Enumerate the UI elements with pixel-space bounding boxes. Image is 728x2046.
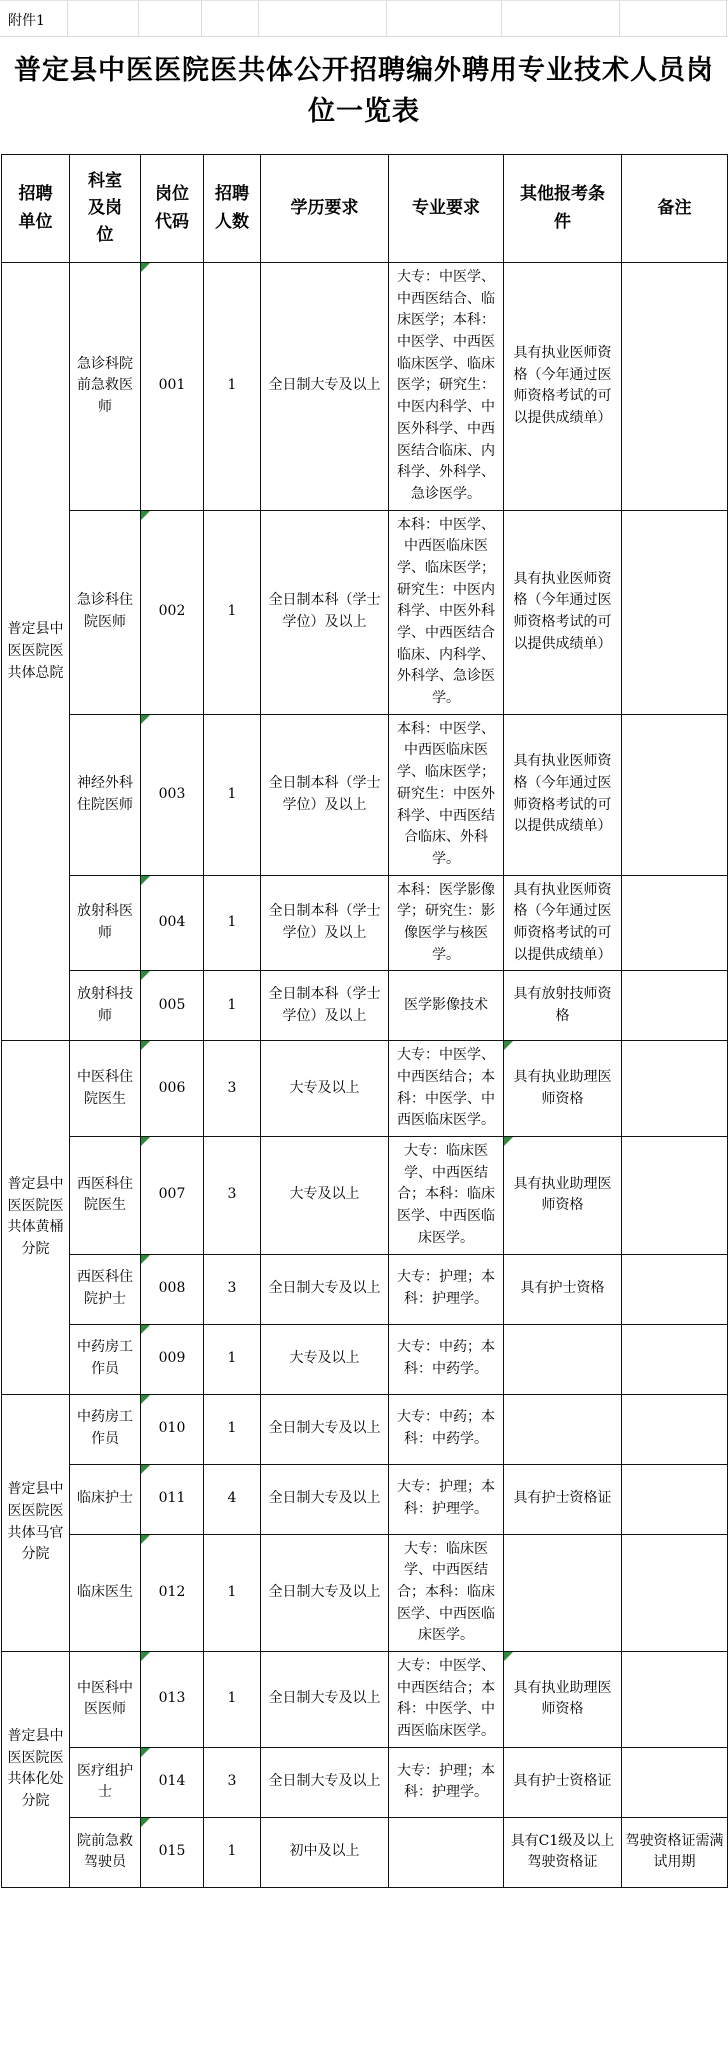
code-cell-text: 005	[158, 996, 186, 1013]
count-cell-text: 3	[227, 1186, 237, 1203]
grid-cell	[139, 1, 202, 36]
education-cell	[261, 1747, 389, 1817]
education-cell	[261, 1254, 389, 1324]
code-cell-text: 014	[158, 1773, 186, 1790]
other-conditions-cell	[504, 1324, 622, 1394]
other-conditions-cell	[504, 875, 622, 971]
grid-cell	[259, 1, 387, 36]
code-cell	[141, 1651, 204, 1747]
education-cell-text: 全日制本科（学士学位）及以上	[268, 592, 381, 631]
code-cell	[141, 971, 204, 1041]
column-header: 岗位代码	[141, 155, 204, 263]
note-cell	[622, 1464, 728, 1534]
post-cell	[70, 714, 141, 875]
other-conditions-cell-text: 具有放射技师资格	[513, 986, 612, 1024]
other-conditions-cell-text: 具有执业医师资格（今年通过医师资格考试的可以提供成绩单）	[513, 753, 612, 835]
other-conditions-cell	[504, 1254, 622, 1324]
other-conditions-cell	[504, 263, 622, 511]
code-cell	[141, 1817, 204, 1887]
education-cell-text: 大专及以上	[289, 1079, 360, 1096]
error-indicator-icon	[141, 971, 150, 980]
other-conditions-cell-text: 具有执业医师资格（今年通过医师资格考试的可以提供成绩单）	[513, 881, 612, 963]
education-cell-text: 全日制大专及以上	[268, 1583, 381, 1600]
other-conditions-cell	[504, 971, 622, 1041]
major-cell	[389, 1464, 504, 1534]
major-cell	[389, 1394, 504, 1464]
count-cell-text: 1	[227, 914, 237, 931]
post-cell	[70, 1324, 141, 1394]
major-cell-text: 本科：中医学、中西医临床医学、临床医学；研究生：中医内科学、中医外科学、中西医结合临床、内科学、外科学、急诊医学。	[397, 516, 495, 707]
code-cell	[141, 1324, 204, 1394]
column-header: 学历要求	[261, 155, 389, 263]
major-cell-text: 医学影像技术	[404, 996, 488, 1013]
education-cell-text: 全日制大专及以上	[268, 1280, 381, 1297]
other-conditions-cell-text: 具有执业助理医师资格	[513, 1679, 612, 1718]
note-cell	[622, 1817, 728, 1887]
education-cell-text: 初中及以上	[289, 1843, 360, 1860]
code-cell	[141, 1137, 204, 1254]
code-cell	[141, 263, 204, 511]
other-conditions-cell	[504, 1041, 622, 1137]
note-cell	[622, 971, 728, 1041]
education-cell	[261, 1651, 389, 1747]
education-cell-text: 大专及以上	[289, 1350, 360, 1367]
post-cell	[70, 1817, 141, 1887]
post-cell-text: 中药房工作员	[77, 1409, 133, 1447]
other-conditions-cell-text: 具有护士资格证	[513, 1773, 612, 1790]
other-conditions-cell-text: 具有护士资格	[520, 1280, 605, 1297]
post-cell-text: 急诊科院前急救医师	[77, 355, 133, 416]
major-cell	[389, 1747, 504, 1817]
education-cell-text: 全日制大专及以上	[268, 377, 381, 394]
post-cell-text: 急诊科住院医师	[77, 592, 133, 631]
education-cell-text: 全日制大专及以上	[268, 1773, 381, 1790]
other-conditions-cell-text: 具有执业医师资格（今年通过医师资格考试的可以提供成绩单）	[513, 344, 612, 426]
grid-cell	[387, 1, 502, 36]
major-cell	[389, 1324, 504, 1394]
education-cell	[261, 1324, 389, 1394]
post-cell-text: 中医科中医医师	[77, 1679, 133, 1718]
count-cell	[204, 510, 261, 714]
education-cell-text: 大专及以上	[289, 1186, 360, 1203]
count-cell-text: 3	[227, 1079, 237, 1096]
other-conditions-cell-text: 具有C1级及以上驾驶资格证	[510, 1832, 615, 1871]
code-cell-text: 004	[158, 914, 186, 931]
note-cell	[622, 1324, 728, 1394]
post-cell	[70, 1747, 141, 1817]
other-conditions-cell	[504, 1394, 622, 1464]
post-cell-text: 临床医生	[77, 1583, 133, 1600]
other-conditions-cell	[504, 1534, 622, 1651]
major-cell-text: 大专：中药；本科：中药学。	[397, 1339, 495, 1377]
column-header: 科室及岗位	[70, 155, 141, 263]
count-cell-text: 1	[227, 603, 237, 620]
major-cell-text: 大专：临床医学、中西医结合；本科：临床医学、中西医临床医学。	[397, 1540, 495, 1644]
table-row	[2, 1137, 728, 1254]
grid-cell	[502, 1, 620, 36]
note-cell	[622, 510, 728, 714]
error-indicator-icon	[141, 263, 150, 272]
error-indicator-icon	[141, 1325, 150, 1334]
count-cell-text: 1	[227, 1420, 237, 1437]
post-cell	[70, 263, 141, 511]
count-cell	[204, 1651, 261, 1747]
post-cell	[70, 1651, 141, 1747]
code-cell	[141, 1394, 204, 1464]
post-cell	[70, 510, 141, 714]
count-cell-text: 4	[227, 1490, 237, 1507]
education-cell	[261, 971, 389, 1041]
post-cell-text: 临床护士	[77, 1490, 133, 1507]
education-cell	[261, 263, 389, 511]
major-cell	[389, 263, 504, 511]
major-cell-text: 大专：中医学、中西医结合、临床医学；本科：中医学、中西医临床医学、临床医学；研究生：中医内科学、中医外科学、中西医结合临床、内科学、外科学、急诊医学。	[397, 269, 495, 502]
major-cell	[389, 510, 504, 714]
education-cell-text: 全日制大专及以上	[268, 1490, 381, 1507]
count-cell-text: 3	[227, 1773, 237, 1790]
education-cell	[261, 1464, 389, 1534]
note-cell-text: 驾驶资格证需满试用期	[625, 1832, 724, 1871]
unit-cell: 普定县中医医院医共体马官分院	[2, 1394, 70, 1651]
table-row	[2, 1324, 728, 1394]
code-cell	[141, 714, 204, 875]
major-cell	[389, 1534, 504, 1651]
count-cell-text: 1	[227, 1350, 237, 1367]
major-cell-text: 大专：护理；本科：护理学。	[397, 1762, 495, 1801]
count-cell	[204, 971, 261, 1041]
count-cell	[204, 1464, 261, 1534]
unit-cell: 普定县中医医院医共体化处分院	[2, 1651, 70, 1887]
other-conditions-cell	[504, 1137, 622, 1254]
note-cell	[622, 1041, 728, 1137]
note-cell	[622, 1137, 728, 1254]
column-header: 其他报考条件	[504, 155, 622, 263]
code-cell	[141, 875, 204, 971]
count-cell	[204, 1817, 261, 1887]
post-cell-text: 院前急救驾驶员	[77, 1832, 133, 1871]
other-conditions-cell	[504, 1817, 622, 1887]
major-cell-text: 大专：护理；本科：护理学。	[397, 1479, 495, 1517]
major-cell	[389, 1651, 504, 1747]
count-cell-text: 1	[227, 377, 237, 394]
code-cell	[141, 1534, 204, 1651]
count-cell	[204, 1324, 261, 1394]
page-title: 普定县中医医院医共体公开招聘编外聘用专业技术人员岗位一览表	[14, 55, 714, 127]
column-header: 招聘人数	[204, 155, 261, 263]
grid-cell	[620, 1, 727, 36]
education-cell-text: 全日制本科（学士学位）及以上	[268, 986, 381, 1024]
error-indicator-icon	[141, 715, 150, 724]
major-cell	[389, 971, 504, 1041]
major-cell	[389, 1254, 504, 1324]
attachment-label: 附件1	[0, 1, 68, 36]
post-cell	[70, 1394, 141, 1464]
code-cell-text: 015	[158, 1843, 186, 1860]
count-cell-text: 3	[227, 1280, 237, 1297]
post-cell-text: 放射科技师	[77, 986, 133, 1024]
note-cell	[622, 1394, 728, 1464]
table-row	[2, 263, 728, 511]
code-cell	[141, 1464, 204, 1534]
error-indicator-icon	[141, 1041, 150, 1050]
other-conditions-cell	[504, 714, 622, 875]
count-cell-text: 1	[227, 785, 237, 802]
education-cell	[261, 1394, 389, 1464]
error-indicator-icon	[141, 1652, 150, 1661]
error-indicator-icon	[141, 1137, 150, 1146]
count-cell	[204, 1394, 261, 1464]
code-cell-text: 011	[158, 1490, 186, 1507]
major-cell-text: 大专：临床医学、中西医结合；本科：临床医学、中西医临床医学。	[397, 1143, 495, 1246]
count-cell	[204, 875, 261, 971]
post-cell	[70, 1254, 141, 1324]
code-cell-text: 013	[158, 1690, 186, 1707]
post-cell	[70, 1041, 141, 1137]
table-row	[2, 971, 728, 1041]
code-cell-text: 001	[158, 377, 186, 394]
table-row	[2, 1464, 728, 1534]
major-cell	[389, 714, 504, 875]
header-row	[2, 155, 728, 263]
count-cell	[204, 263, 261, 511]
other-conditions-cell	[504, 1651, 622, 1747]
post-cell-text: 中医科住院医生	[77, 1069, 133, 1107]
error-indicator-icon	[141, 1395, 150, 1404]
count-cell-text: 1	[227, 1843, 237, 1860]
post-cell	[70, 875, 141, 971]
table-row	[2, 1254, 728, 1324]
count-cell-text: 1	[227, 1690, 237, 1707]
code-cell-text: 003	[158, 785, 186, 802]
post-cell-text: 西医科住院护士	[77, 1269, 133, 1307]
error-indicator-icon	[141, 1535, 150, 1544]
count-cell	[204, 714, 261, 875]
note-cell	[622, 1747, 728, 1817]
education-cell	[261, 1137, 389, 1254]
table-row	[2, 1817, 728, 1887]
other-conditions-cell-text: 具有执业医师资格（今年通过医师资格考试的可以提供成绩单）	[513, 570, 612, 652]
table-row	[2, 1747, 728, 1817]
column-header: 招聘单位	[2, 155, 70, 263]
post-cell	[70, 1137, 141, 1254]
code-cell	[141, 510, 204, 714]
error-indicator-icon	[504, 1652, 513, 1661]
major-cell-text: 本科：中医学、中西医临床医学、临床医学；研究生：中医外科学、中西医结合临床、外科学。	[397, 720, 495, 867]
code-cell	[141, 1747, 204, 1817]
major-cell	[389, 875, 504, 971]
code-cell-text: 006	[158, 1079, 186, 1096]
grid-cell	[68, 1, 139, 36]
education-cell-text: 全日制本科（学士学位）及以上	[268, 774, 381, 813]
unit-cell: 普定县中医医院医共体黄桶分院	[2, 1041, 70, 1394]
post-cell-text: 医疗组护士	[77, 1762, 133, 1801]
error-indicator-icon	[141, 1818, 150, 1827]
other-conditions-cell	[504, 1747, 622, 1817]
note-cell	[622, 875, 728, 971]
error-indicator-icon	[141, 1465, 150, 1474]
education-cell-text: 全日制本科（学士学位）及以上	[268, 903, 381, 941]
note-cell	[622, 263, 728, 511]
post-cell	[70, 1464, 141, 1534]
count-cell-text: 1	[227, 996, 237, 1013]
note-cell	[622, 1254, 728, 1324]
post-cell	[70, 971, 141, 1041]
major-cell-text: 大专：中医学、中西医结合；本科：中医学、中西医临床医学。	[397, 1047, 495, 1129]
other-conditions-cell-text: 具有执业助理医师资格	[513, 1069, 612, 1107]
table-row	[2, 714, 728, 875]
error-indicator-icon	[141, 876, 150, 885]
major-cell-text: 本科：医学影像学；研究生：影像医学与核医学。	[397, 881, 495, 963]
major-cell	[389, 1817, 504, 1887]
count-cell	[204, 1254, 261, 1324]
count-cell-text: 1	[227, 1583, 237, 1600]
table-row	[2, 875, 728, 971]
error-indicator-icon	[504, 1041, 513, 1050]
major-cell-text: 大专：中医学、中西医结合；本科：中医学、中西医临床医学。	[397, 1657, 495, 1739]
education-cell-text: 全日制大专及以上	[268, 1690, 381, 1707]
post-cell-text: 神经外科住院医师	[77, 774, 133, 813]
post-cell	[70, 1534, 141, 1651]
unit-cell: 普定县中医医院医共体总院	[2, 263, 70, 1041]
education-cell	[261, 1041, 389, 1137]
code-cell-text: 010	[158, 1420, 186, 1437]
post-cell-text: 西医科住院医生	[77, 1175, 133, 1214]
grid-cell	[202, 1, 259, 36]
major-cell-text: 大专：护理；本科：护理学。	[397, 1269, 495, 1307]
count-cell	[204, 1137, 261, 1254]
other-conditions-cell	[504, 1464, 622, 1534]
education-cell	[261, 1817, 389, 1887]
education-cell	[261, 714, 389, 875]
other-conditions-cell	[504, 510, 622, 714]
post-cell-text: 放射科医师	[77, 903, 133, 941]
major-cell	[389, 1041, 504, 1137]
error-indicator-icon	[141, 1255, 150, 1264]
error-indicator-icon	[504, 1137, 513, 1146]
other-conditions-cell-text: 具有执业助理医师资格	[513, 1175, 612, 1214]
code-cell-text: 009	[158, 1350, 186, 1367]
education-cell	[261, 510, 389, 714]
count-cell	[204, 1041, 261, 1137]
education-cell	[261, 1534, 389, 1651]
note-cell	[622, 714, 728, 875]
post-cell-text: 中药房工作员	[77, 1339, 133, 1377]
note-cell	[622, 1534, 728, 1651]
error-indicator-icon	[141, 1748, 150, 1757]
other-conditions-cell-text: 具有护士资格证	[513, 1490, 612, 1507]
table-row	[2, 1041, 728, 1137]
note-cell	[622, 1651, 728, 1747]
table-row	[2, 1394, 728, 1464]
education-cell	[261, 875, 389, 971]
code-cell-text: 012	[158, 1583, 186, 1600]
education-cell-text: 全日制大专及以上	[268, 1420, 381, 1437]
code-cell-text: 002	[158, 603, 186, 620]
major-cell	[389, 1137, 504, 1254]
code-cell-text: 007	[158, 1186, 186, 1203]
table-row	[2, 1651, 728, 1747]
column-header: 备注	[622, 155, 728, 263]
code-cell	[141, 1254, 204, 1324]
error-indicator-icon	[141, 511, 150, 520]
code-cell	[141, 1041, 204, 1137]
positions-table	[1, 154, 728, 1888]
table-row	[2, 1534, 728, 1651]
code-cell-text: 008	[158, 1280, 186, 1297]
count-cell	[204, 1747, 261, 1817]
major-cell-text: 大专：中药；本科：中药学。	[397, 1409, 495, 1447]
count-cell	[204, 1534, 261, 1651]
table-row	[2, 510, 728, 714]
column-header: 专业要求	[389, 155, 504, 263]
spreadsheet-grid-strip	[0, 0, 728, 37]
